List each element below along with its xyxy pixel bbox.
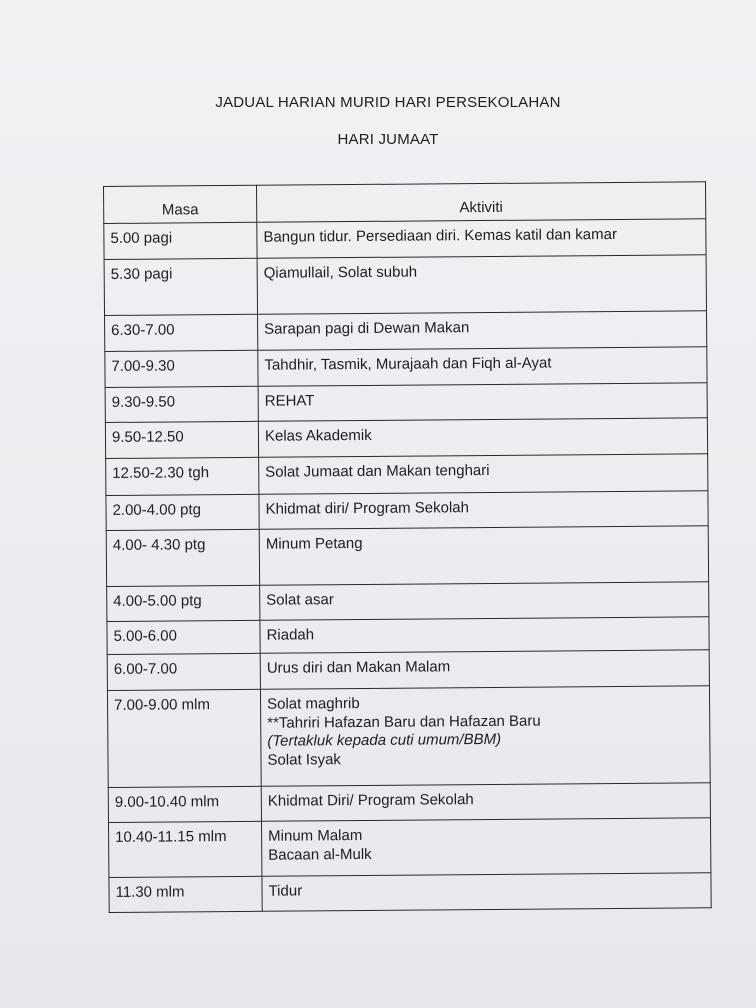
- table-row: [105, 418, 707, 459]
- row-activity: [261, 818, 710, 877]
- row-activity: [261, 783, 710, 822]
- document-title: JADUAL HARIAN MURID HARI PERSEKOLAHAN: [215, 94, 561, 111]
- row-activity: [258, 347, 707, 387]
- row-time: 9.50-12.50: [105, 421, 258, 458]
- row-activity: [258, 311, 707, 351]
- header-activity: Aktiviti: [256, 182, 705, 223]
- row-time: 9.30-9.50: [105, 386, 258, 422]
- row-time: 4.00- 4.30 ptg: [106, 529, 259, 586]
- table-row: [106, 454, 708, 496]
- table-row: [108, 783, 710, 823]
- header-row: [104, 182, 706, 224]
- table-row: [105, 383, 707, 423]
- row-activity: [262, 873, 711, 912]
- schedule-table: [103, 181, 712, 913]
- row-activity: [259, 491, 708, 530]
- row-activity: [258, 418, 707, 458]
- row-time: 6.30-7.00: [105, 314, 258, 351]
- row-time: 9.00-10.40 mlm: [108, 786, 261, 822]
- row-activity: [257, 219, 706, 259]
- activity-line: Tidur: [268, 882, 303, 900]
- activity-line: Minum Petang: [265, 534, 363, 553]
- table-row: [105, 311, 707, 352]
- row-time: 5.00 pagi: [104, 222, 257, 259]
- activity-line: Bacaan al-Mulk: [268, 845, 372, 864]
- table-row: [107, 650, 709, 691]
- document-subtitle: HARI JUMAAT: [337, 131, 439, 148]
- table-row: [106, 526, 708, 587]
- table-row: [107, 686, 710, 788]
- row-activity: [260, 617, 709, 654]
- activity-line: Urus diri dan Makan Malam: [266, 658, 451, 677]
- activity-line: Tahdhir, Tasmik, Murajaah dan Fiqh al-Ayat: [264, 354, 552, 374]
- row-time: 10.40-11.15 mlm: [108, 821, 261, 877]
- row-activity: [260, 582, 709, 621]
- activity-line: **Tahriri Hafazan Baru dan Hafazan Baru: [267, 712, 541, 732]
- row-activity: [259, 454, 708, 495]
- row-activity: [258, 383, 707, 422]
- row-activity: [260, 686, 710, 787]
- activity-line: Solat maghrib: [267, 695, 360, 713]
- activity-line: Solat asar: [266, 591, 334, 609]
- row-time: 4.00-5.00 ptg: [107, 585, 260, 621]
- activity-line: Bangun tidur. Persediaan diri. Kemas katil dan kamar: [263, 225, 617, 246]
- activity-line: Riadah: [266, 626, 315, 644]
- row-time: 7.00-9.30: [105, 350, 258, 387]
- row-time: 2.00-4.00 ptg: [106, 494, 259, 530]
- table-row: [107, 617, 709, 655]
- table-row: [106, 491, 708, 531]
- table-row: [109, 873, 711, 913]
- row-time: 6.00-7.00: [107, 653, 260, 690]
- activity-line: Solat Jumaat dan Makan tenghari: [265, 461, 490, 481]
- activity-line: Minum Malam: [268, 826, 363, 845]
- activity-line: Khidmat Diri/ Program Sekolah: [267, 791, 474, 810]
- activity-line: REHAT: [264, 392, 315, 410]
- activity-line: Sarapan pagi di Dewan Makan: [264, 319, 470, 338]
- row-time: 11.30 mlm: [109, 876, 262, 912]
- table-row: [107, 582, 709, 622]
- table-row: [108, 818, 710, 878]
- activity-line: Khidmat diri/ Program Sekolah: [265, 499, 470, 518]
- row-time: 5.00-6.00: [107, 620, 260, 654]
- row-activity: [260, 650, 709, 690]
- activity-line: Qiamullail, Solat subuh: [263, 263, 418, 282]
- row-time: 12.50-2.30 tgh: [106, 457, 259, 495]
- table-row: [104, 255, 706, 316]
- row-activity: [257, 255, 706, 315]
- activity-line: Kelas Akademik: [264, 426, 372, 445]
- row-activity: [259, 526, 708, 586]
- activity-line: (Tertakluk kepada cuti umum/BBM): [267, 730, 502, 750]
- table-row: [104, 219, 706, 260]
- header-time: Masa: [104, 185, 257, 223]
- table-row: [105, 347, 707, 388]
- row-time: 7.00-9.00 mlm: [107, 689, 261, 787]
- activity-line: Solat Isyak: [267, 750, 341, 769]
- row-time: 5.30 pagi: [104, 258, 257, 315]
